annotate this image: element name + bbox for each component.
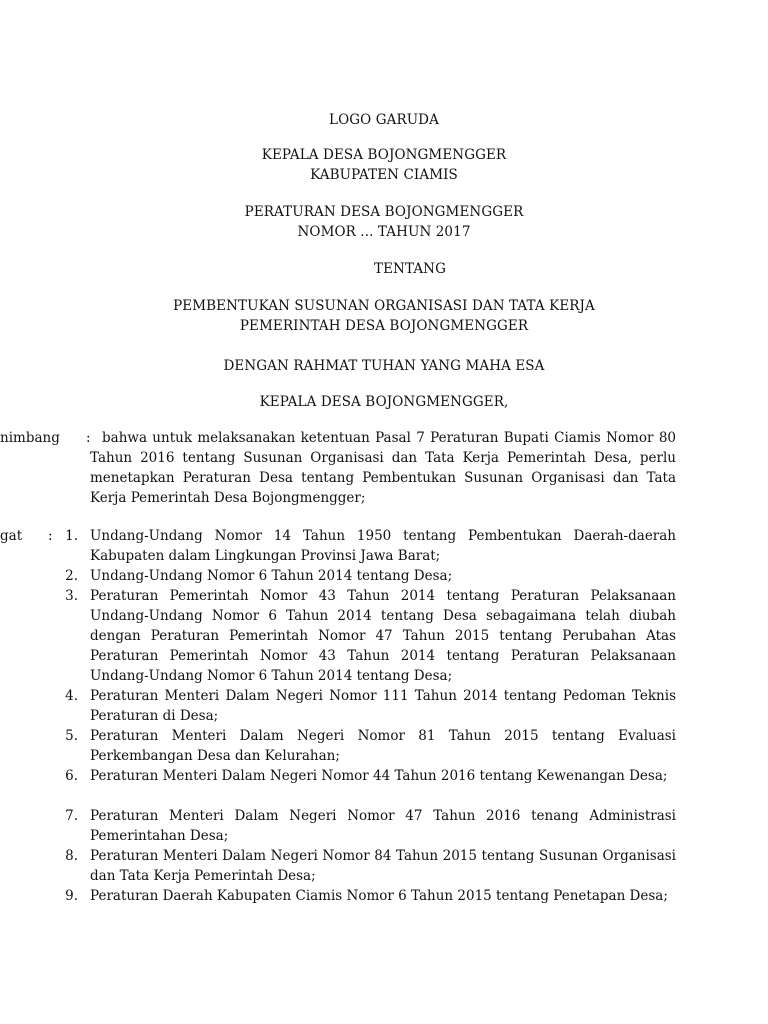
- subject-line-1: PEMBENTUKAN SUSUNAN ORGANISASI DAN TATA KERJA: [173, 298, 595, 314]
- list-item-text: Peraturan Menteri Dalam Negeri Nomor 84 Tahun 2015 tentang Susunan Organisasi dan Tata Kerja Pemerintah Desa;: [90, 848, 676, 884]
- list-item-number: 7.: [65, 808, 78, 824]
- list-item-number: 8.: [65, 848, 78, 864]
- list-item-number: 9.: [65, 888, 78, 904]
- blessing-text: DENGAN RAHMAT TUHAN YANG MAHA ESA: [223, 358, 545, 374]
- blessing-heading: [0, 356, 768, 376]
- regulation-subject: [0, 296, 768, 336]
- issuer-heading: [0, 145, 768, 185]
- signatory-heading: [0, 392, 768, 412]
- list-item-text: Peraturan Menteri Dalam Negeri Nomor 81 Tahun 2015 tentang Evaluasi Perkembangan Desa dan Kelurahan;: [90, 728, 676, 764]
- issuer-line-1: KEPALA DESA BOJONGMENGGER: [261, 147, 507, 163]
- list-item-number: 6.: [65, 768, 78, 784]
- menimbang-label: nimbang: [0, 430, 60, 446]
- list-item-number: 3.: [65, 588, 78, 604]
- list-item-number: 1.: [65, 528, 78, 544]
- list-item-text: Undang-Undang Nomor 14 Tahun 1950 tentang Pembentukan Daerah-daerah Kabupaten dalam Lingkungan Provinsi Jawa Barat;: [90, 528, 676, 564]
- issuer-line-2: KABUPATEN CIAMIS: [310, 167, 458, 183]
- mengingat-label: gat: [0, 528, 23, 544]
- about-heading: [26, 259, 768, 279]
- menimbang-text: bahwa untuk melaksanakan ketentuan Pasal 7 Peraturan Bupati Ciamis Nomor 80 Tahun 2016 tentang Susunan Organisasi dan Tata Kerja Pemerintah Desa, perlu menetapkan Peraturan Desa tentang Pembentukan Susunan Organisasi dan Tata Kerja Pemerintah Desa Bojongmengger;: [90, 430, 676, 506]
- mengingat-colon: :: [48, 528, 53, 544]
- list-item-text: Peraturan Menteri Dalam Negeri Nomor 47 Tahun 2016 tenang Administrasi Pemerintahan Desa;: [90, 808, 676, 844]
- list-item-text: Peraturan Daerah Kabupaten Ciamis Nomor 6 Tahun 2015 tentang Penetapan Desa;: [90, 888, 668, 904]
- signatory-text: KEPALA DESA BOJONGMENGGER,: [259, 394, 509, 410]
- regulation-title: [0, 202, 768, 242]
- list-item-text: Peraturan Menteri Dalam Negeri Nomor 44 Tahun 2016 tentang Kewenangan Desa;: [90, 768, 668, 784]
- list-item-text: Undang-Undang Nomor 6 Tahun 2014 tentang Desa;: [90, 568, 453, 584]
- logo-text: LOGO GARUDA: [329, 112, 439, 128]
- list-item-number: 5.: [65, 728, 78, 744]
- menimbang-colon: :: [86, 430, 91, 446]
- regulation-number: NOMOR ... TAHUN 2017: [297, 224, 471, 240]
- list-item-number: 4.: [65, 688, 78, 704]
- list-item-text: Peraturan Menteri Dalam Negeri Nomor 111 Tahun 2014 tentang Pedoman Teknis Peraturan di Desa;: [90, 688, 676, 724]
- about-label: TENTANG: [374, 261, 446, 277]
- logo-placeholder-text: [0, 110, 768, 130]
- list-item-text: Peraturan Pemerintah Nomor 43 Tahun 2014 tentang Peraturan Pelaksanaan Undang-Undang Nomor 6 Tahun 2014 tentang Desa sebagaimana telah diubah dengan Peraturan Pemerintah Nomor 47 Tahun 2015 tentang Perubahan Atas Peraturan Pemerintah Nomor 43 Tahun 2014 tentang Peraturan Pelaksanaan Undang-Undang Nomor 6 Tahun 2014 tentang Desa;: [90, 588, 676, 684]
- subject-line-2: PEMERINTAH DESA BOJONGMENGGER: [239, 318, 529, 334]
- regulation-title-line-1: PERATURAN DESA BOJONGMENGGER: [244, 204, 524, 220]
- list-item-number: 2.: [65, 568, 78, 584]
